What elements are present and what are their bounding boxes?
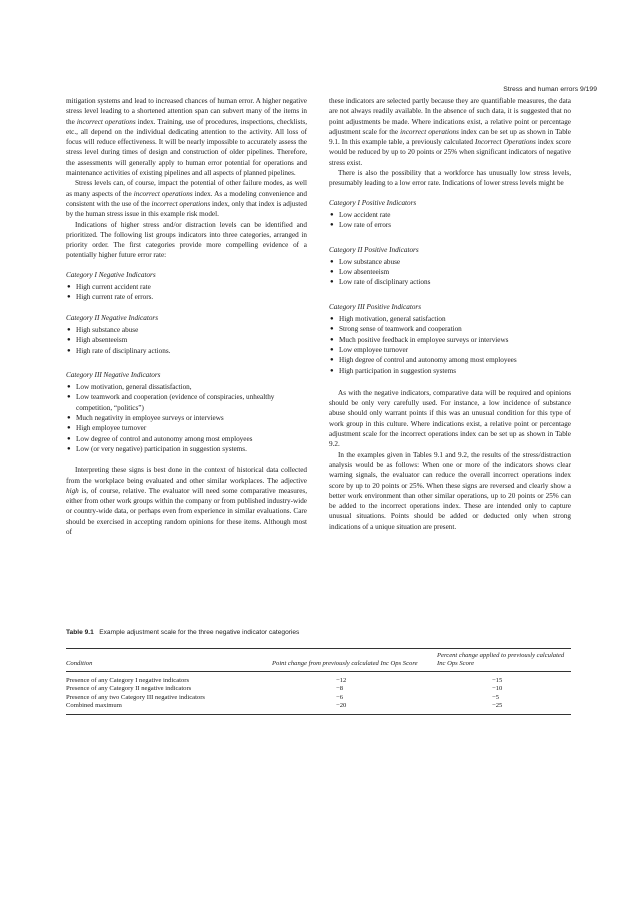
table-caption: Table 9.1 Example adjustment scale for the three negative indicator categories — [66, 629, 300, 636]
list-item: ● Much negativity in employee surveys or interviews — [66, 413, 307, 423]
bullet-list — [66, 282, 307, 303]
list-item: ● High participation in suggestion systems — [329, 366, 571, 376]
column-header-percent: Percent change applied to previously calculated Inc Ops Score — [437, 652, 565, 667]
left-column — [66, 96, 307, 537]
right-column — [329, 96, 571, 532]
list-item: ● High rate of disciplinary actions. — [66, 346, 307, 356]
list-item: ● Low accident rate — [329, 210, 571, 220]
category-heading: Category III Positive Indicators — [329, 302, 422, 311]
list-item: ● High current accident rate — [66, 282, 307, 292]
list-item: ● Low employee turnover — [329, 345, 571, 355]
list-item: ● High motivation, general satisfaction — [329, 314, 571, 324]
table-row — [66, 694, 571, 702]
category-heading: Category II Positive Indicators — [329, 245, 419, 254]
list-item: ● High current rate of errors. — [66, 292, 307, 302]
table-cell: −6 — [336, 693, 344, 701]
running-head: Stress and human errors 9/199 — [503, 86, 597, 93]
bullet-list — [66, 382, 307, 454]
table-row — [66, 685, 571, 693]
list-item: ● Low (or very negative) participation in suggestion systems. — [66, 444, 307, 454]
table-cell: −20 — [336, 702, 347, 710]
table-cell: Presence of any Category II negative indicators — [66, 685, 192, 693]
list-item: ● High employee turnover — [66, 423, 307, 433]
paragraph: Indications of higher stress and/or distraction levels can be identified and prioritized. The following list groups indicators into three categories, arranged in priority order. The first categories provide more compelling evidence of a potentially higher future error rate: — [66, 220, 307, 260]
bullet-list — [329, 210, 571, 231]
list-item: ● High degree of control and autonomy among most employees — [329, 355, 571, 365]
table-cell: −12 — [336, 677, 347, 684]
table-row — [66, 672, 571, 686]
list-item: ● High substance abuse — [66, 325, 307, 335]
list-item: ● Low teamwork and cooperation (evidence of conspiracies, unhealthy competition, “politics”) — [66, 392, 307, 413]
column-header-condition: Condition — [66, 660, 93, 667]
category-heading: Category II Negative Indicators — [66, 313, 159, 322]
paragraph: In the examples given in Tables 9.1 and 9.2, the results of the stress/distraction analysis would be as follows: When one or more of the indicators shows clear warning signals, the evaluator can reduce the overall incorrect operations index score by up to 20 points or 25%. When these signs are reversed and clearly show a better work environment than other similar operations, up to 20 points or 25% can be added to the incorrect operations index. These are intended only to capture unusual situations. Points should be added or deducted only when strong indications of a unique situation are present. — [329, 450, 571, 531]
category-heading: Category III Negative Indicators — [66, 370, 161, 379]
bullet-list — [66, 325, 307, 356]
list-item: ● Low motivation, general dissatisfaction, — [66, 382, 307, 392]
paragraph: There is also the possibility that a workforce has unusually low stress levels, presumably leading to a low error rate. Indications of lower stress levels might be — [329, 169, 571, 188]
table-cell: Combined maximum — [66, 702, 122, 710]
list-item: ● Low substance abuse — [329, 257, 571, 267]
table-cell: −5 — [492, 693, 500, 701]
list-item: ● Low absenteeism — [329, 267, 571, 277]
table-row — [66, 702, 571, 714]
table-cell: Presence of any Category I negative indicators — [66, 677, 190, 684]
bullet-list — [329, 314, 571, 376]
paragraph: these indicators are selected partly because they are quantifiable measures, the data are not always readily available. In the absence of such data, it is suggested that no point adjustments be made. Where indications exist, a relative point or percentage adjustment scale for the incorrect operations index can be set up as shown in Table 9.1. In this example table, a previously calculated Incorrect Operations index score would be reduced by up to 20 points or 25% when significant indicators of negative stress exist. — [329, 97, 571, 167]
table-cell: −25 — [492, 702, 503, 710]
column-header-points: Point change from previously calculated Inc Ops Score — [272, 660, 418, 667]
category-heading: Category I Negative Indicators — [66, 270, 156, 279]
table-cell: −15 — [492, 677, 503, 684]
paragraph: mitigation systems and lead to increased chances of human error. A higher negative stress level leading to a shortened attention span can subvert many of the items in the incorrect operations index. Training, use of procedures, inspections, checklists, etc., all depend on the individual dedicating attention to the activity. All loss of focus will reduce effectiveness. It will be nearly impossible to accurately assess the stress level during times of design and construction of older pipelines. Therefore, the assessments will generally apply to human error potential for operations and maintenance activities of existing pipelines and all aspects of planned pipelines. — [66, 97, 307, 178]
list-item: ● Low rate of errors — [329, 220, 571, 230]
bullet-list — [329, 257, 571, 288]
paragraph: As with the negative indicators, comparative data will be required and opinions should be only very carefully used. For instance, a low incidence of substance abuse should only warrant points if this was an unusual condition for this type of work group in this culture. Where indications exist, a relative point or percentage adjustment scale for the incorrect operations index can be set up as shown in Table 9.2. — [329, 388, 571, 449]
adjustment-table — [66, 648, 571, 715]
table-cell: Presence of any two Category III negative indicators — [66, 693, 205, 701]
table-cell: −10 — [492, 685, 503, 693]
list-item: ● Low degree of control and autonomy among most employees — [66, 434, 307, 444]
category-heading: Category I Positive Indicators — [329, 198, 417, 207]
list-item: ● Much positive feedback in employee surveys or interviews — [329, 335, 571, 345]
paragraph: Interpreting these signs is best done in the context of historical data collected from the workplace being evaluated and other similar workplaces. The adjective high is, of course, relative. The evaluator will need some comparative measures, either from other work groups within the company or from published industry-wide or country-wide data, or perhaps even from experience in similar evaluations. Care should be exercised in accepting random opinions for these items. Although most of — [66, 466, 307, 536]
table-cell: −8 — [336, 685, 344, 693]
table-header-row — [66, 649, 571, 672]
list-item: ● High absenteeism — [66, 335, 307, 345]
paragraph: Stress levels can, of course, impact the potential of other failure modes, as well as many aspects of the incorrect operations index. As a modeling convenience and consistent with the use of the incorrect operations index, only that index is adjusted by the human stress issue in this example risk model. — [66, 179, 308, 219]
list-item: ● Low rate of disciplinary actions — [329, 277, 571, 287]
list-item: ● Strong sense of teamwork and cooperation — [329, 324, 571, 334]
table-9-1 — [66, 629, 571, 715]
